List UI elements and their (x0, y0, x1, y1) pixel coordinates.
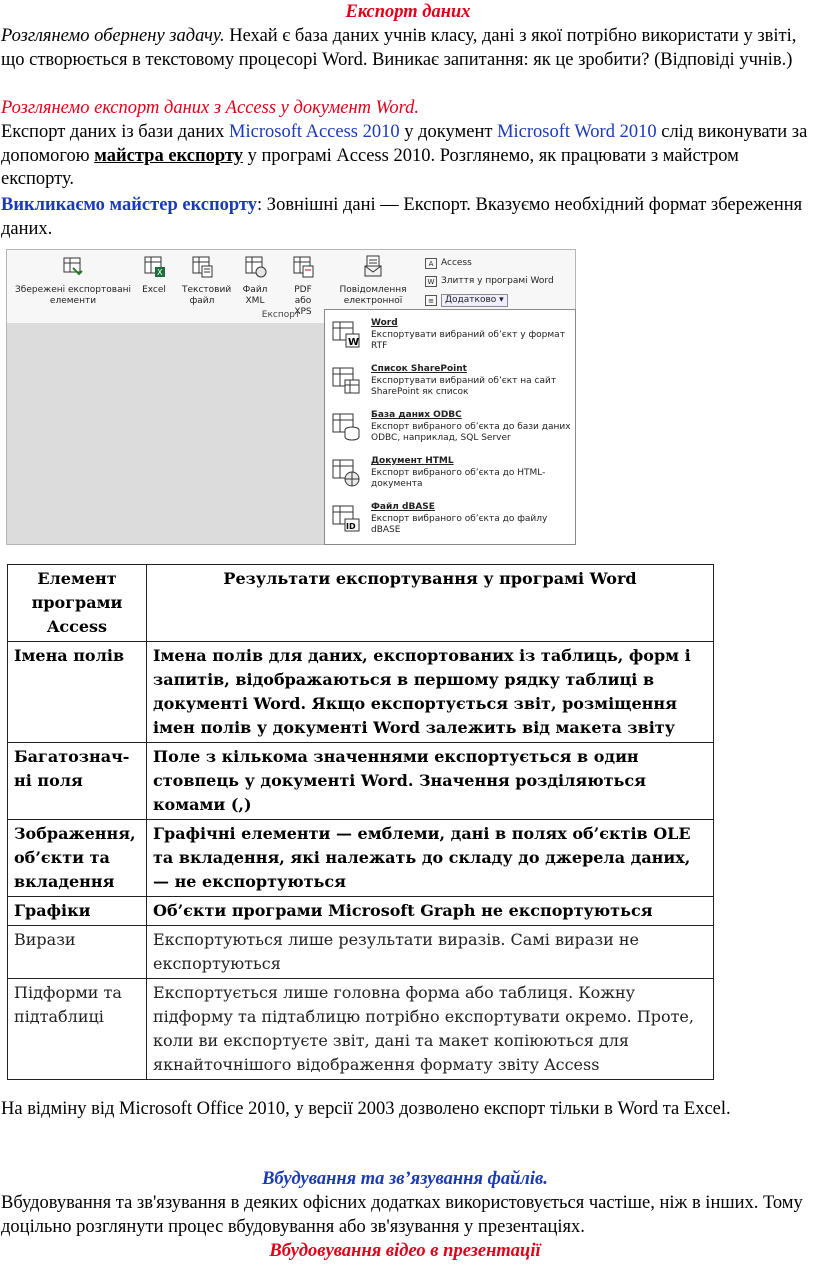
export-text-4: у програмі Access 2010. Розглянемо, як працювати з майстром експорту. (1, 145, 739, 189)
chevron-down-icon: ▾ (499, 295, 504, 305)
saved-exports-icon (61, 254, 85, 278)
text-file-icon (190, 254, 214, 278)
email-icon (361, 254, 385, 278)
table-row (8, 926, 714, 979)
text-file-label: Текстовий файл (182, 285, 232, 306)
more-dropdown[interactable] (425, 294, 508, 307)
excel-label: Excel (142, 285, 166, 295)
menu-item-sharepoint[interactable] (329, 364, 573, 408)
access-label: Access (441, 258, 472, 268)
table-cell-result: Поле з кількома значеннями експортується в один стовпець у документі Word. Значення розділяються комами (,) (147, 743, 714, 820)
xml-label: Файл XML (242, 285, 268, 306)
menu-item-odbc[interactable] (329, 410, 573, 454)
menu-desc: Експорт вибраного об’єкта до бази даних ODBC, наприклад, SQL Server (371, 422, 571, 443)
menu-desc: Експорт вибраного об’єкта до HTML-документа (371, 468, 546, 489)
table-cell-element: Імена полів (8, 642, 147, 743)
call-paragraph (1, 194, 809, 241)
word-export-icon (331, 320, 361, 350)
xml-button[interactable] (235, 254, 275, 307)
intro-text: Нехай є база даних учнів класу, дані з якої потрібно використати у звіті, що створюється в текстовому процесорі Word. Виникає запитання: як це зробити? (Відповіді учнів.) (1, 26, 797, 70)
access-icon: A (425, 258, 437, 269)
table-row (8, 979, 714, 1080)
wizard-term: майстра експорту (94, 145, 243, 166)
embed-paragraph: Вбудовування та зв'язування в деяких офісних додатках використовується частіше, ніж в інших. Тому доцільно розглянути процес вбудовування або зв'язування у презентаціях. (1, 1193, 803, 1237)
table-cell-result: Експортуються лише результати виразів. Самі вирази не експортуються (147, 926, 714, 979)
ribbon-screenshot (6, 249, 576, 545)
more-label: Додатково (445, 295, 497, 305)
menu-desc: Експортувати вибраний об’єкт на сайт SharePoint як список (371, 376, 557, 397)
sharepoint-list-icon (331, 366, 361, 396)
menu-title: Word (371, 318, 398, 328)
table-cell-result: Графічні елементи — емблеми, дані в полях об’єктів OLE та вкладення, які належать до складу до джерела даних, — не експортуються (147, 820, 714, 897)
menu-desc: Експортувати вибраний об’єкт у формат RTF (371, 330, 565, 351)
export-results-table (7, 564, 714, 1080)
export-group-label: Експорт (261, 310, 301, 320)
excel-icon (142, 254, 166, 278)
more-icon: ≡ (425, 295, 437, 306)
intro-paragraph (1, 25, 809, 72)
table-cell-result: Об’єкти програми Microsoft Graph не експортуються (147, 897, 714, 926)
menu-title: Список SharePoint (371, 364, 467, 374)
word-link: Microsoft Word 2010 (497, 122, 657, 142)
intro-lead: Розглянемо обернену задачу. (1, 26, 225, 46)
saved-exports-label: Збережені експортовані елементи (15, 285, 131, 306)
email-label: Повідомлення електронної (339, 285, 407, 306)
workspace-area (6, 323, 324, 545)
odbc-database-icon (331, 412, 361, 442)
menu-title: Файл dBASE (371, 502, 435, 512)
pdf-icon (291, 254, 315, 278)
access-link: Microsoft Access 2010 (229, 122, 400, 142)
word-merge-label: Злиття у програмі Word (441, 276, 554, 286)
table-cell-element: Підформи та підтаблиці (8, 979, 147, 1080)
svg-text:X: X (157, 268, 163, 277)
office-paragraph: На відміну від Microsoft Office 2010, у версії 2003 дозволено експорт тільки в Word та Excel. (1, 1099, 731, 1119)
export-paragraph (1, 121, 809, 192)
menu-title: База даних ODBC (371, 410, 462, 420)
text-file-button[interactable] (175, 254, 232, 307)
table-header-results: Результати експортування у програмі Word (147, 565, 714, 642)
table-header-row (8, 565, 714, 642)
export-text-3: слід виконувати за допомогою (1, 122, 808, 166)
call-text: : Зовнішні дані — Експорт. Вказуємо необхідний формат збереження даних. (1, 195, 803, 239)
subheading-access: Розглянемо експорт даних з Access у документ Word. (1, 98, 420, 118)
menu-desc: Експорт вибраного об’єкта до файлу dBASE (371, 514, 548, 535)
heading-embed: Вбудування та зв’язування файлів. (262, 1169, 548, 1189)
table-row (8, 820, 714, 897)
word-merge-item[interactable] (425, 276, 554, 287)
table-cell-element: Графіки (8, 897, 147, 926)
table-header-element: Елемент програми Access (8, 565, 147, 642)
table-row (8, 897, 714, 926)
pdf-label: PDF або XPS (294, 285, 312, 317)
table-row (8, 642, 714, 743)
menu-item-dbase[interactable] (329, 502, 573, 546)
menu-item-word[interactable] (329, 318, 573, 362)
excel-button[interactable] (137, 254, 171, 296)
table-cell-result: Експортується лише головна форма або таблиця. Кожну підформу та підтаблицю потрібно експортувати окремо. Проте, коли ви експортуєте звіт, дані та макет копіюються для якнайточнішого відображення формату звіту Access (147, 979, 714, 1080)
word-merge-icon: W (425, 276, 437, 287)
menu-item-html[interactable] (329, 456, 573, 500)
saved-exports-button[interactable] (11, 254, 135, 307)
table-cell-element: Багатознач-ні поля (8, 743, 147, 820)
heading-video: Вбудовування відео в презентації (269, 1241, 541, 1261)
xml-file-icon (243, 254, 267, 278)
access-export-item[interactable] (425, 258, 472, 269)
call-lead: Викликаємо майстер експорту (1, 195, 258, 215)
more-menu (324, 309, 576, 545)
table-cell-element: Зображення, об’єкти та вкладення (8, 820, 147, 897)
table-cell-result: Імена полів для даних, експортованих із таблиць, форм і запитів, відображаються в першому рядку таблиці в документі Word. Якщо експортується звіт, розміщення імен полів у документі Word залежить від макета звіту (147, 642, 714, 743)
table-row (8, 743, 714, 820)
html-document-icon (331, 458, 361, 488)
export-text-2: у документ (399, 122, 498, 142)
table-cell-element: Вирази (8, 926, 147, 979)
pdf-button[interactable] (279, 254, 327, 318)
export-text-1: Експорт даних із бази даних (1, 122, 230, 142)
svg-text:W: W (348, 337, 360, 348)
dbase-file-icon (331, 504, 361, 534)
heading-export: Експорт даних (345, 2, 471, 22)
svg-text:ID: ID (346, 522, 356, 531)
menu-title: Документ HTML (371, 456, 454, 466)
